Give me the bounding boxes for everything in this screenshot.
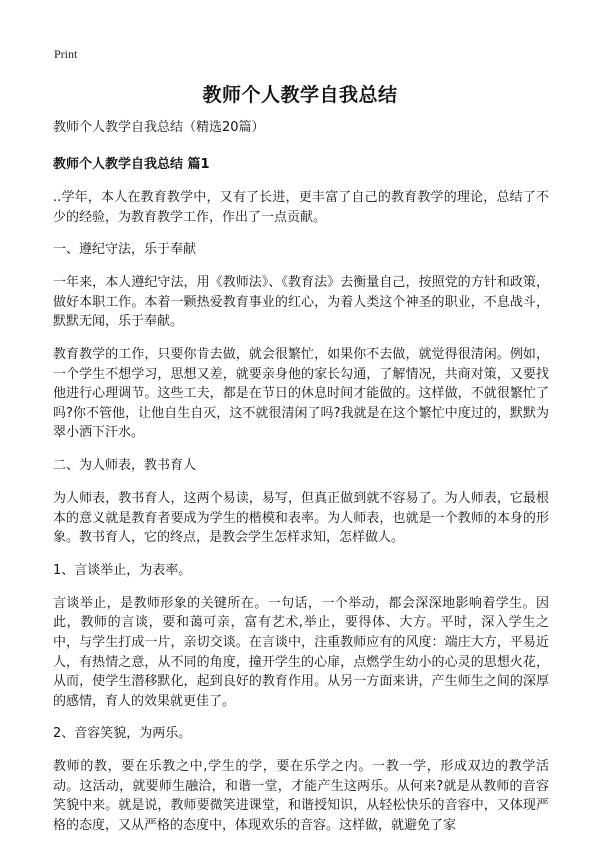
paragraph-smile: 教师的教，要在乐教之中,学生的学，要在乐学之内。一教一学，形成双边的教学活动。这活动，就要师生融洽，和谐一堂，才能产生这两乐。从何来?就是从教师的音容笑貌中来。就是说，教师要微笑进课堂，和谐授知识，从轻松快乐的音容中，又体现严格的态度，又从严格的态度中，体现欢乐的音容。这样做，就避免了家 <box>53 759 549 834</box>
heading-smile: 2、音容笑貌，为两乐。 <box>53 726 192 742</box>
heading-role-model: 二、为人师表，教书育人 <box>53 457 197 473</box>
section-title: 教师个人教学自我总结 篇1 <box>53 157 210 172</box>
document-subtitle: 教师个人教学自我总结（精选20篇） <box>53 120 265 135</box>
paragraph-speech: 言谈举止，是教师形象的关键所在。一句话，一个举动，都会深深地影响着学生。因此，教师的言谈，要和蔼可亲，富有艺术,举止，要得体、大方。平时，深入学生之中，与学生打成一片，亲切交谈。在言谈中，注重教师应有的风度：端庄大方，平易近人，有热情之意，从不同的角度，撞开学生的心扉，点燃学生幼小的心灵的思想火花，从而，使学生潜移默化，起到良好的教育作用。从另一方面来讲，产生师生之间的深厚的感情，育人的效果就更佳了。 <box>53 595 549 709</box>
paragraph-intro: ..学年，本人在教育教学中，又有了长进，更丰富了自己的教育教学的理论，总结了不少的经验，为教育教学工作，作出了一点贡献。 <box>53 190 549 225</box>
document-title: 教师个人教学自我总结 <box>202 84 398 106</box>
document-body <box>53 118 549 849</box>
paragraph-role-model: 为人师表，教书育人，这两个易读，易写，但真正做到就不容易了。为人师表，它最根本的意义就是教育者要成为学生的楷模和表率。为人师表，也就是一个教师的本身的形象。教书育人，它的终点，是教会学生怎样求知，怎样做人。 <box>53 490 549 546</box>
heading-speech: 1、言谈举止，为表率。 <box>53 562 192 578</box>
paragraph-busy: 教育教学的工作，只要你肯去做，就会很繁忙，如果你不去做，就觉得很清闲。例如，一个学生不想学习，思想又差，就要亲身他的家长勾通，了解情况，共商对策，又要找他进行心理调节。这些工夫，都是在节日的休息时间才能做的。这样做，不就很繁忙了吗?你不管他，让他自生自灭，这不就很清闲了吗?我就是在这个繁忙中度过的，默默为翠小洒下汗水。 <box>53 346 549 441</box>
paragraph-law: 一年来，本人遵纪守法，用《教师法》、《教育法》去衡量自己，按照党的方针和政策，做好本职工作。本着一颗热爱教育事业的红心，为着人类这个神圣的职业，不息战斗，默默无闻，乐于奉献。 <box>53 275 549 330</box>
heading-discipline: 一、遵纪守法，乐于奉献 <box>53 242 197 258</box>
print-label: Print <box>54 47 78 61</box>
